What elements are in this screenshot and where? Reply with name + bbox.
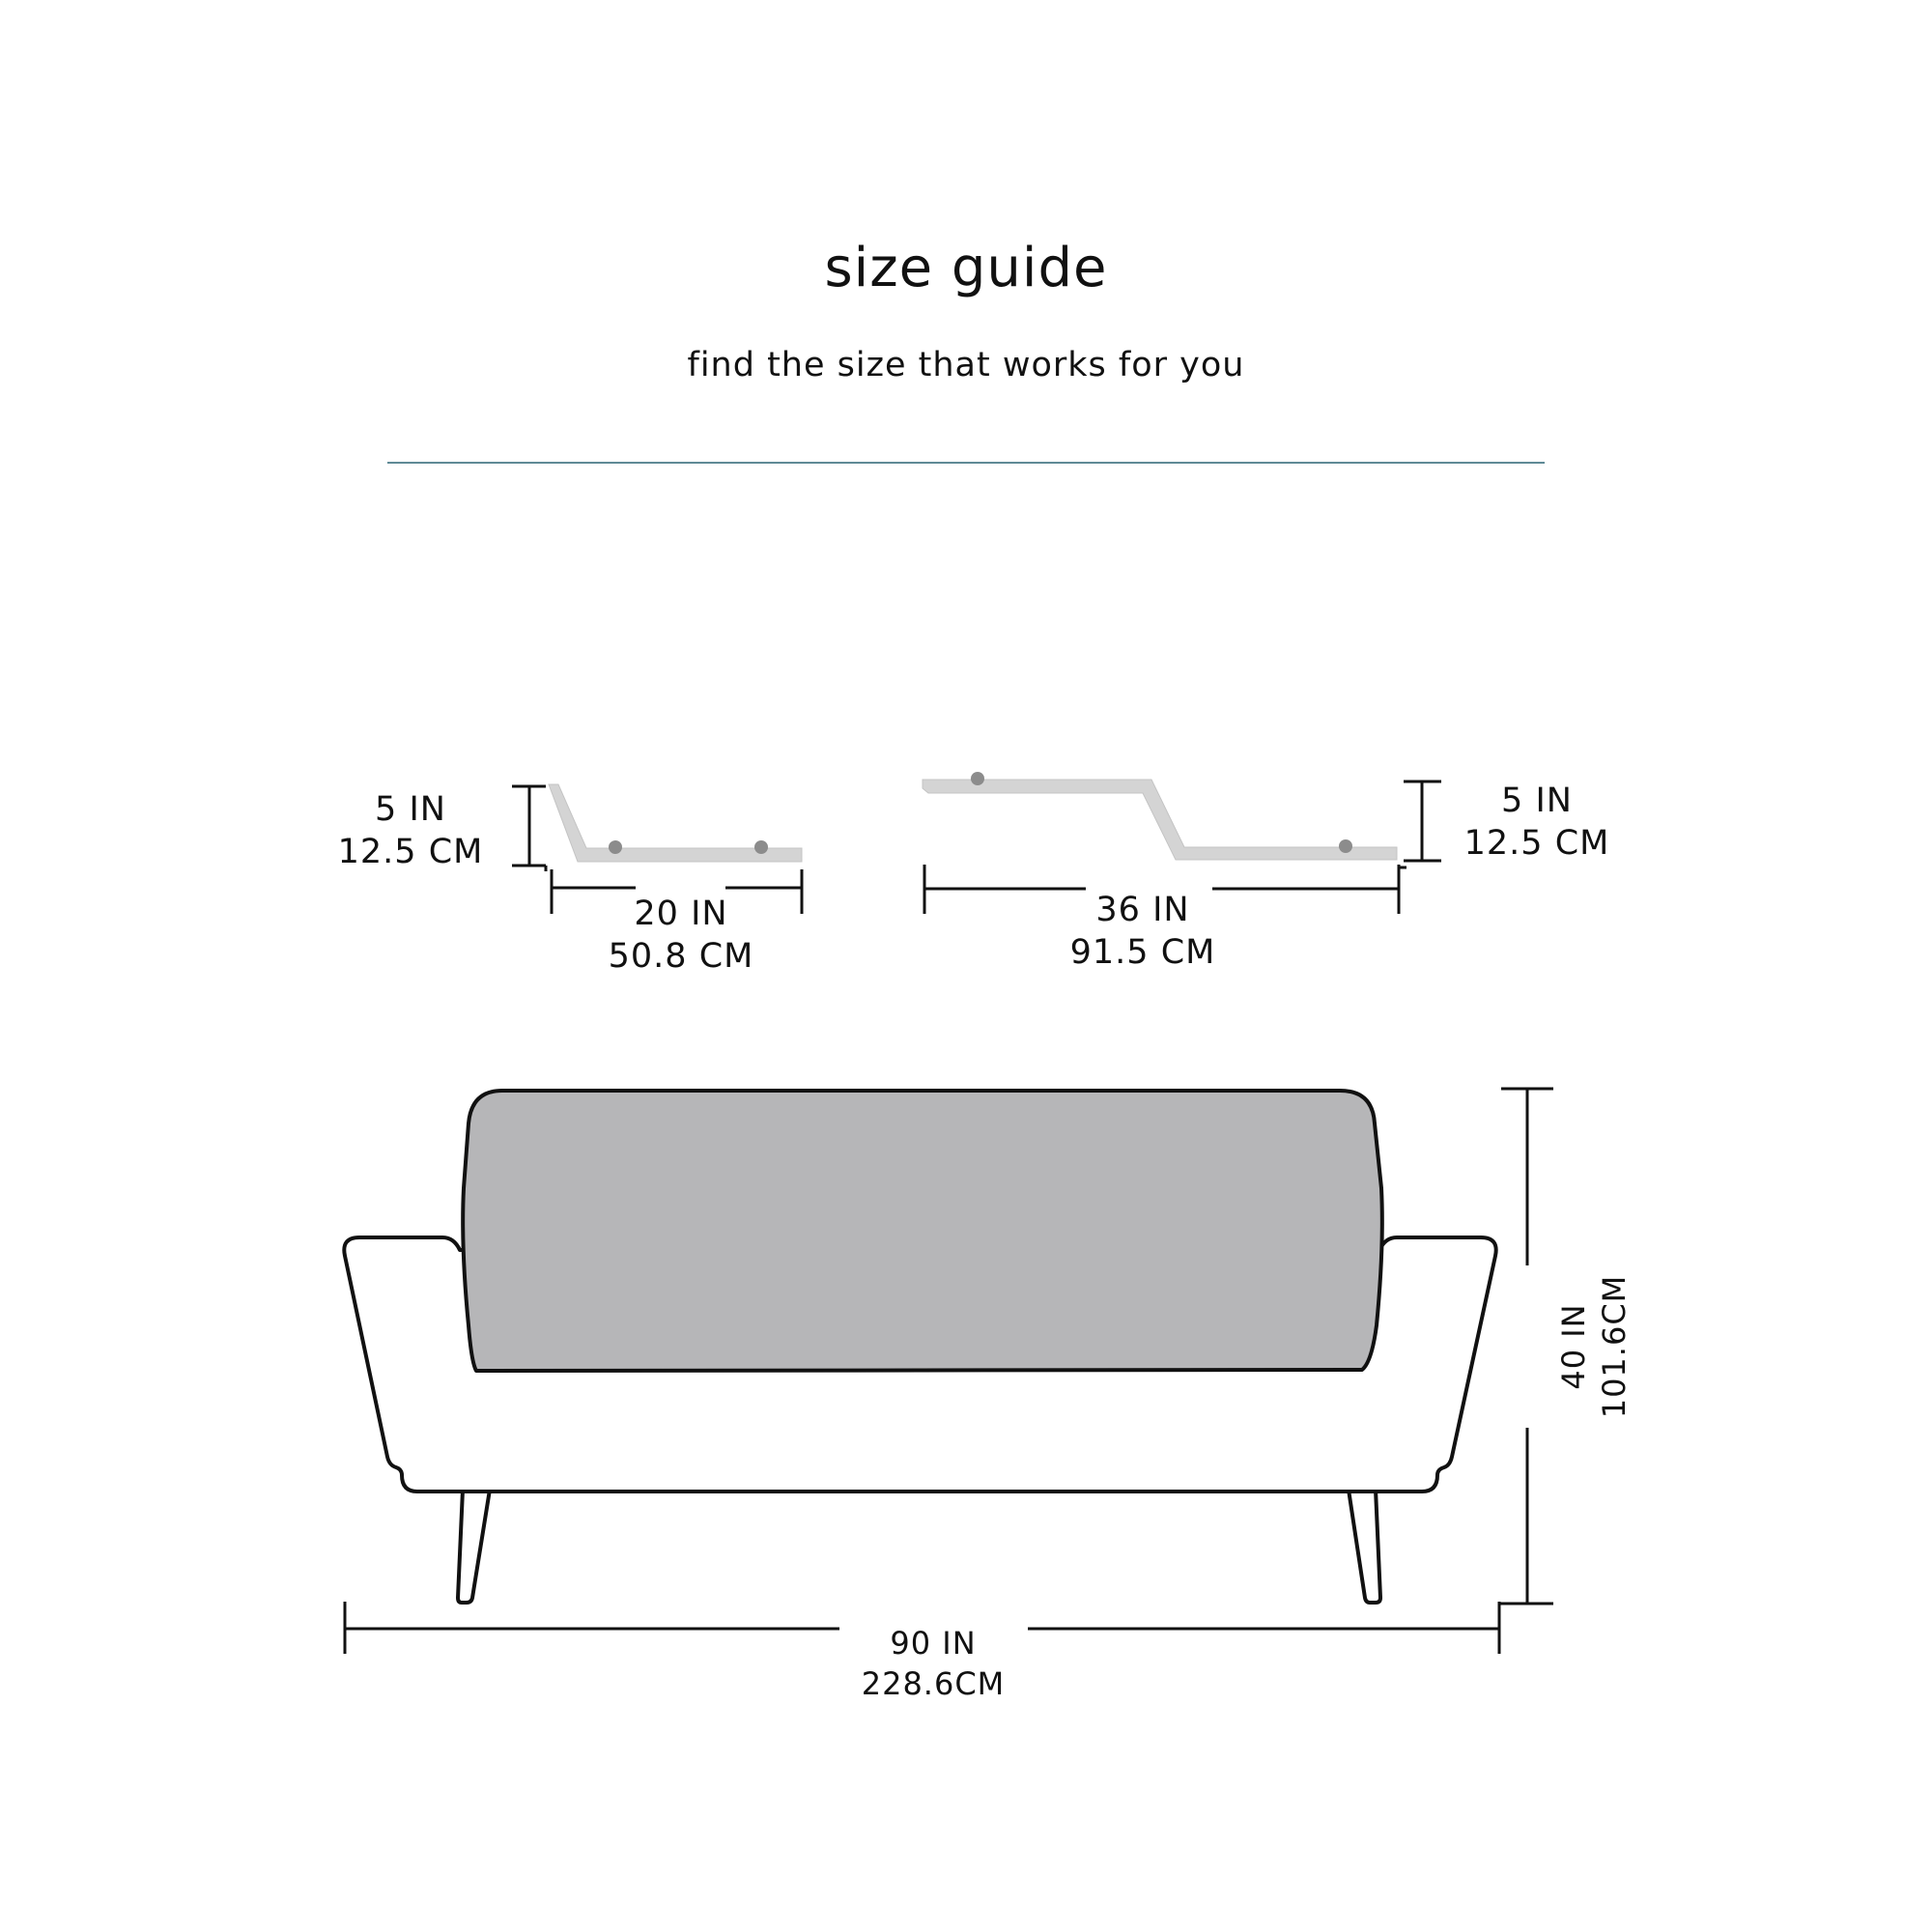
small-shelf-width-in: 20 IN	[634, 895, 728, 933]
small-shelf-width-label	[589, 893, 773, 978]
small-shelf-height-cm: 12.5 CM	[337, 833, 484, 871]
page-subtitle: find the size that works for you	[687, 346, 1245, 384]
small-shelf-bracket-left	[609, 840, 622, 854]
large-shelf-height-dimension	[1404, 781, 1441, 861]
large-shelf-icon	[923, 772, 1397, 860]
large-shelf-width-cm: 91.5 CM	[1069, 933, 1216, 972]
sofa-height-label	[1553, 1250, 1634, 1443]
large-shelf-bracket-right	[1339, 839, 1352, 853]
small-shelf-height-dimension	[512, 786, 546, 871]
sofa-width-label	[837, 1623, 1030, 1704]
sofa-height-cm: 101.6CM	[1596, 1274, 1633, 1419]
large-shelf-height-cm: 12.5 CM	[1463, 824, 1610, 863]
large-shelf-bracket-left	[971, 772, 984, 785]
large-shelf-width-in: 36 IN	[1095, 891, 1190, 929]
sofa-back-cushion	[463, 1091, 1382, 1371]
sofa-leg-left	[458, 1490, 490, 1603]
small-shelf-height-in: 5 IN	[375, 790, 446, 829]
large-shelf-height-in: 5 IN	[1501, 781, 1573, 820]
sofa-width-cm: 228.6CM	[861, 1665, 1006, 1702]
sofa-width-in: 90 IN	[890, 1625, 977, 1662]
sofa-height-dimension	[1501, 1089, 1553, 1604]
sofa-icon	[344, 1091, 1495, 1603]
large-shelf-height-label	[1445, 780, 1629, 865]
sofa-height-in: 40 IN	[1555, 1303, 1592, 1390]
large-shelf-width-label	[1051, 889, 1235, 974]
small-shelf-icon	[549, 784, 802, 862]
page-title: size guide	[824, 237, 1108, 299]
sofa-leg-right	[1349, 1490, 1380, 1603]
small-shelf-height-label	[319, 788, 502, 873]
small-shelf-bracket-right	[754, 840, 768, 854]
small-shelf-width-cm: 50.8 CM	[608, 937, 754, 976]
large-shelf-board	[923, 780, 1397, 860]
